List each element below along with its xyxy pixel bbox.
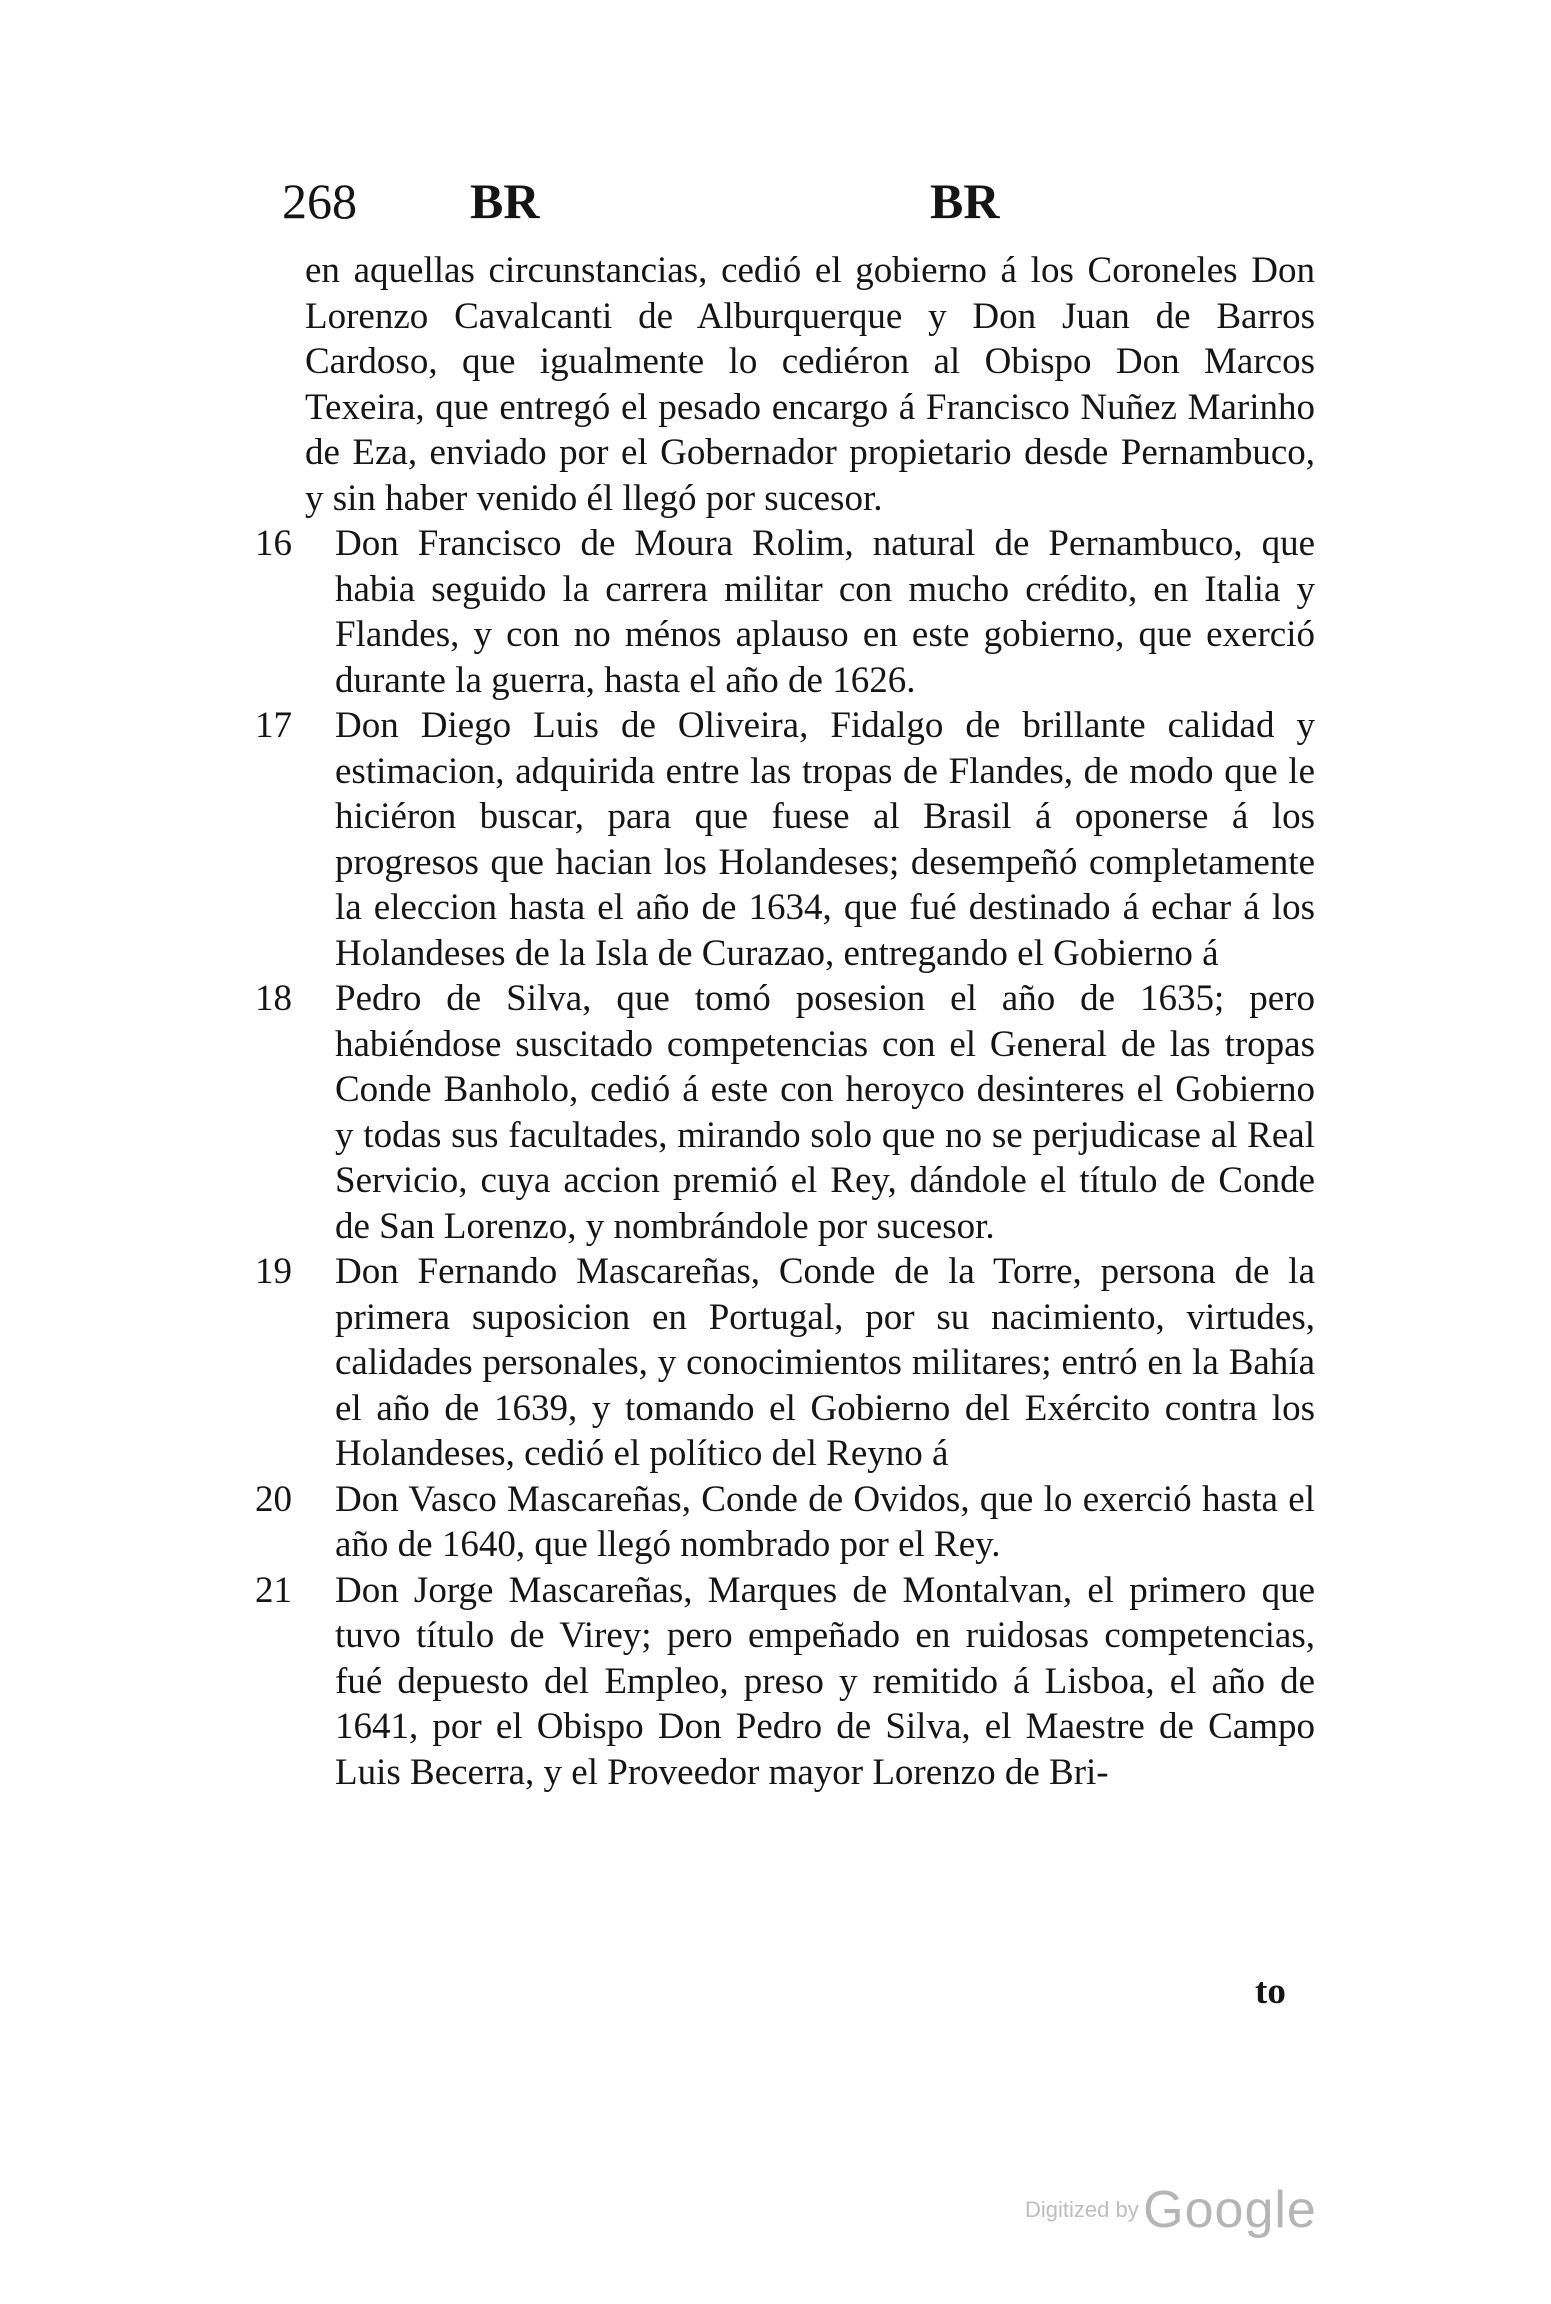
page-number: 268 (282, 173, 357, 229)
list-item (255, 976, 1315, 1249)
intro-paragraph: en aquellas circunstancias, cedió el gobierno á los Coroneles Don Lorenzo Cavalcanti de Alburquerque y Don Juan de Barros Cardoso, que igualmente lo cediéron al Obispo Don Marcos Texeira, que entregó el pesado encargo á Francisco Nuñez Marinho de Eza, enviado por el Gobernador propietario desde Pernambuco, y sin haber venido él llegó por sucesor. (305, 250, 1315, 519)
running-head-left: BR (470, 173, 540, 229)
list-item (255, 1249, 1315, 1477)
entry-text: Don Fernando Mascareñas, Conde de la Torre, persona de la primera suposicion en Portugal, por su nacimiento, virtudes, calidades personales, y conocimientos militares; entró en la Bahía el año de 1639, y tomando el Gobierno del Exército contra los Holandeses, cedió el político del Reyno á (335, 1251, 1315, 1474)
entry-text: Don Jorge Mascareñas, Marques de Montalvan, el primero que tuvo título de Virey; pero empeñado en ruidosas competencias, fué depuesto del Empleo, preso y remitido á Lisboa, el año de 1641, por el Obispo Don Pedro de Silva, el Maestre de Campo Luis Becerra, y el Proveedor mayor Lorenzo de Bri- (335, 1569, 1315, 1793)
entry-number: 21 (255, 1569, 292, 1611)
digitization-watermark (1025, 2180, 1317, 2240)
list-item (255, 1477, 1315, 1568)
entry-text: Don Francisco de Moura Rolim, natural de Pernambuco, que habia seguido la carrera militar con mucho crédito, en Italia y Flandes, y con no ménos aplauso en este gobierno, que exerció durante la guerra, hasta el año de 1626. (335, 523, 1315, 701)
entry-number: 16 (255, 523, 292, 564)
entry-text: Pedro de Silva, que tomó posesion el año de 1635; pero habiéndose suscitado competencias con el General de las tropas Conde Banholo, cedió á este con heroyco desinteres el Gobierno y todas sus facultades, mirando solo que no se perjudicase al Real Servicio, cuya accion premió el Rey, dándole el título de Conde de San Lorenzo, y nombrándole por sucesor. (335, 978, 1315, 1247)
entry-number: 19 (255, 1251, 292, 1292)
entry-text: Don Vasco Mascareñas, Conde de Ovidos, que lo exerció hasta el año de 1640, que llegó nombrado por el Rey. (335, 1478, 1315, 1565)
running-head-right: BR (930, 173, 1000, 229)
page-header (0, 172, 1551, 242)
watermark-prefix: Digitized by (1025, 2197, 1139, 2222)
list-item (255, 1568, 1315, 1796)
list-item (255, 521, 1315, 703)
entry-number: 20 (255, 1478, 292, 1520)
catchword: to (1255, 1971, 1286, 2012)
entry-number: 17 (255, 705, 292, 746)
page-body (255, 248, 1315, 1795)
google-logo: Google (1143, 2181, 1317, 2239)
list-item (255, 703, 1315, 976)
entry-text: Don Diego Luis de Oliveira, Fidalgo de brillante calidad y estimacion, adquirida entre las tropas de Flandes, de modo que le hiciéron buscar, para que fuese al Brasil á oponerse á los progresos que hacian los Holandeses; desempeñó completamente la eleccion hasta el año de 1634, que fué destinado á echar á los Holandeses de la Isla de Curazao, entregando el Gobierno á (335, 705, 1315, 974)
entry-number: 18 (255, 978, 292, 1019)
